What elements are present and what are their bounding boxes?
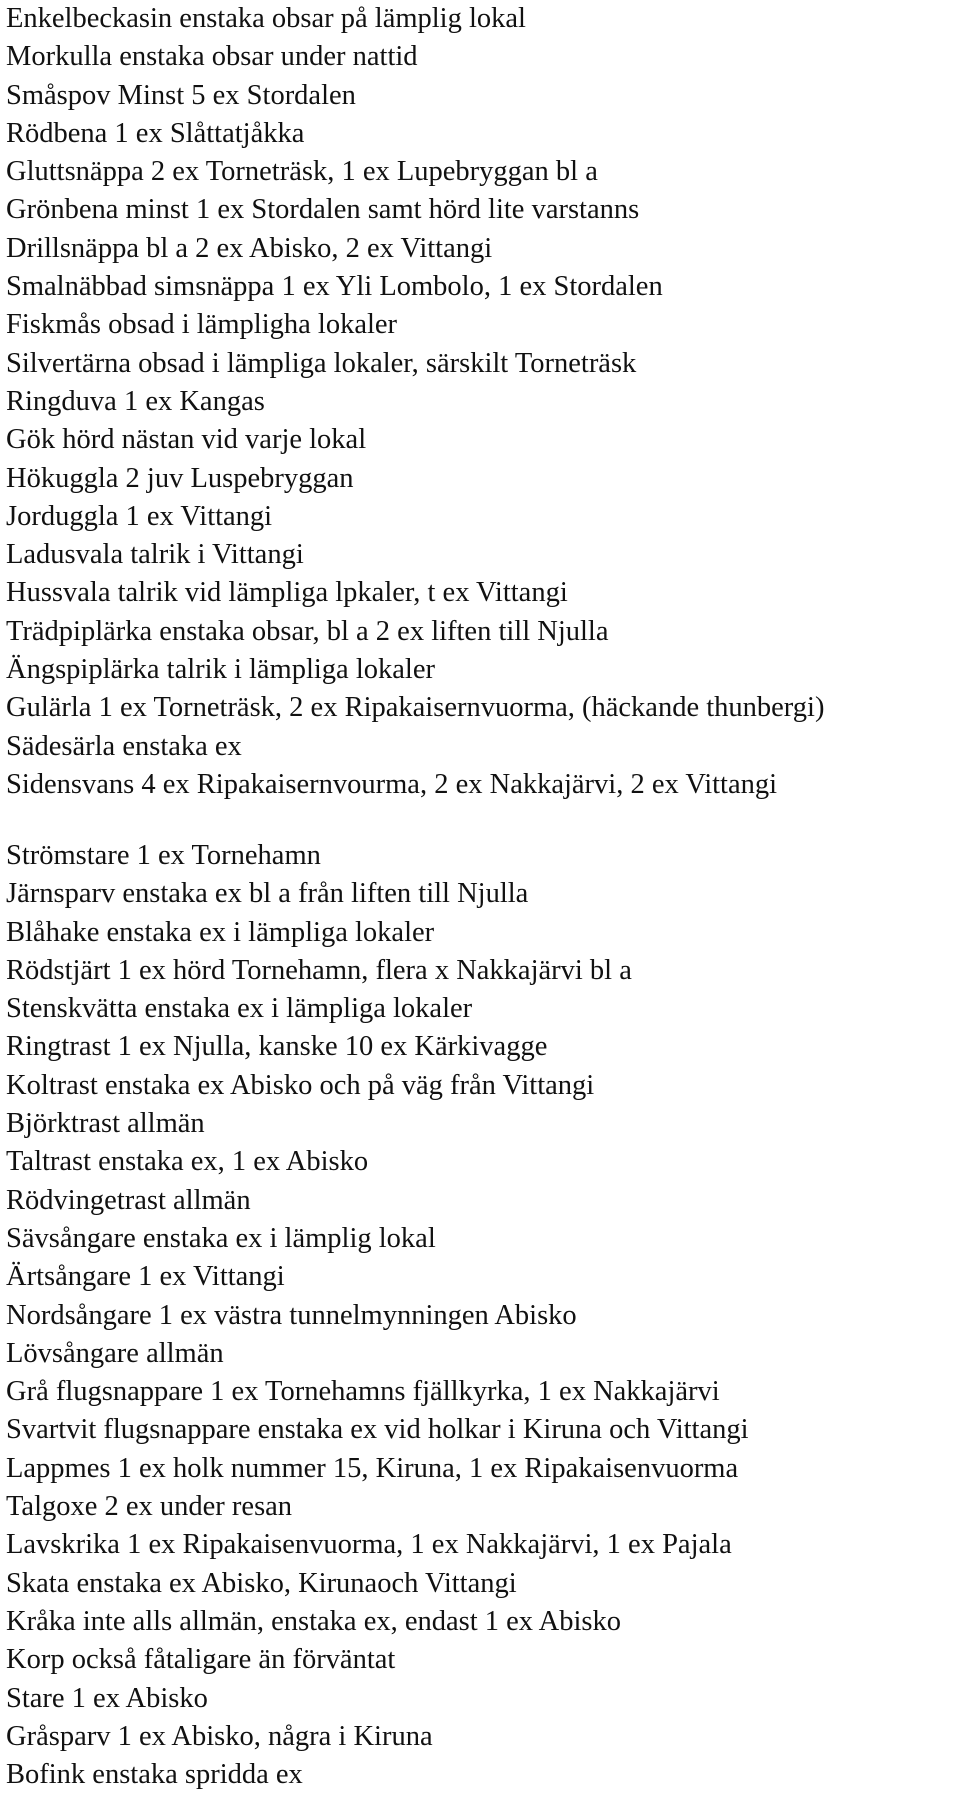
observation-line: Ringduva 1 ex Kangas bbox=[6, 385, 265, 417]
observation-line: Koltrast enstaka ex Abisko och på väg från Vittangi bbox=[6, 1069, 595, 1101]
observation-line: Kråka inte alls allmän, enstaka ex, endast 1 ex Abisko bbox=[6, 1605, 621, 1637]
observation-line: Björktrast allmän bbox=[6, 1108, 205, 1140]
observation-line: Skata enstaka ex Abisko, Kirunaoch Vittangi bbox=[6, 1567, 517, 1599]
observation-line: Lappmes 1 ex holk nummer 15, Kiruna, 1 ex Ripakaisenvuorma bbox=[6, 1452, 739, 1484]
observation-line: Sävsångare enstaka ex i lämplig lokal bbox=[6, 1222, 436, 1254]
observation-line: Blåhake enstaka ex i lämpliga lokaler bbox=[6, 916, 435, 948]
observation-line: Fiskmås obsad i lämpligha lokaler bbox=[6, 309, 398, 341]
observation-line: Ängspiplärka talrik i lämpliga lokaler bbox=[6, 654, 435, 686]
observation-line: Gök hörd nästan vid varje lokal bbox=[6, 424, 367, 456]
observation-line: Drillsnäppa bl a 2 ex Abisko, 2 ex Vittangi bbox=[6, 232, 493, 264]
observation-line: Grönbena minst 1 ex Stordalen samt hörd lite varstanns bbox=[6, 194, 640, 226]
observation-line: Järnsparv enstaka ex bl a från liften till Njulla bbox=[6, 878, 529, 910]
observation-line: Lavskrika 1 ex Ripakaisenvuorma, 1 ex Nakkajärvi, 1 ex Pajala bbox=[6, 1529, 732, 1561]
observation-line: Strömstare 1 ex Tornehamn bbox=[6, 840, 321, 871]
observation-line: Hökuggla 2 juv Luspebryggan bbox=[6, 462, 354, 494]
observation-line: Taltrast enstaka ex, 1 ex Abisko bbox=[6, 1146, 369, 1178]
observation-line: Smalnäbbad simsnäppa 1 ex Yli Lombolo, 1 ex Stordalen bbox=[6, 271, 663, 303]
observation-line: Lövsångare allmän bbox=[6, 1337, 224, 1369]
observation-line: Korp också fåtaligare än förväntat bbox=[6, 1644, 396, 1676]
observation-line: Enkelbeckasin enstaka obsar på lämplig lokal bbox=[6, 3, 526, 34]
observation-line: Stare 1 ex Abisko bbox=[6, 1682, 208, 1714]
observation-line: Talgoxe 2 ex under resan bbox=[6, 1491, 293, 1523]
observation-line: Ärtsångare 1 ex Vittangi bbox=[6, 1261, 285, 1293]
observation-line: Morkulla enstaka obsar under nattid bbox=[6, 41, 418, 73]
observation-line: Rödbena 1 ex Slåttatjåkka bbox=[6, 117, 305, 149]
observation-line: Svartvit flugsnappare enstaka ex vid holkar i Kiruna och Vittangi bbox=[6, 1414, 749, 1446]
observation-line: Sädesärla enstaka ex bbox=[6, 730, 242, 762]
species-list-section-2 bbox=[6, 837, 749, 1794]
observation-line: Gulärla 1 ex Torneträsk, 2 ex Ripakaisernvuorma, (häckande thunbergi) bbox=[6, 692, 825, 724]
species-list-section-1 bbox=[6, 0, 824, 804]
observation-line: Rödvingetrast allmän bbox=[6, 1184, 251, 1216]
observation-line: Gråsparv 1 ex Abisko, några i Kiruna bbox=[6, 1720, 433, 1752]
observation-line: Stenskvätta enstaka ex i lämpliga lokaler bbox=[6, 993, 473, 1025]
observation-line: Jorduggla 1 ex Vittangi bbox=[6, 500, 273, 532]
observation-line: Sidensvans 4 ex Ripakaisernvourma, 2 ex Nakkajärvi, 2 ex Vittangi bbox=[6, 768, 778, 800]
observation-line: Hussvala talrik vid lämpliga lpkaler, t ex Vittangi bbox=[6, 577, 568, 609]
observation-line: Bofink enstaka spridda ex bbox=[6, 1759, 303, 1791]
observation-line: Nordsångare 1 ex västra tunnelmynningen Abisko bbox=[6, 1299, 577, 1331]
observation-line: Grå flugsnappare 1 ex Tornehamns fjällkyrka, 1 ex Nakkajärvi bbox=[6, 1376, 720, 1408]
observation-line: Gluttsnäppa 2 ex Torneträsk, 1 ex Lupebryggan bl a bbox=[6, 156, 598, 188]
observation-line: Trädpiplärka enstaka obsar, bl a 2 ex liften till Njulla bbox=[6, 615, 609, 647]
observation-line: Silvertärna obsad i lämpliga lokaler, särskilt Torneträsk bbox=[6, 347, 637, 379]
observation-line: Småspov Minst 5 ex Stordalen bbox=[6, 79, 356, 111]
observation-line: Rödstjärt 1 ex hörd Tornehamn, flera x Nakkajärvi bl a bbox=[6, 954, 632, 986]
observation-line: Ringtrast 1 ex Njulla, kanske 10 ex Kärkivagge bbox=[6, 1031, 548, 1063]
observation-line: Ladusvala talrik i Vittangi bbox=[6, 539, 304, 571]
